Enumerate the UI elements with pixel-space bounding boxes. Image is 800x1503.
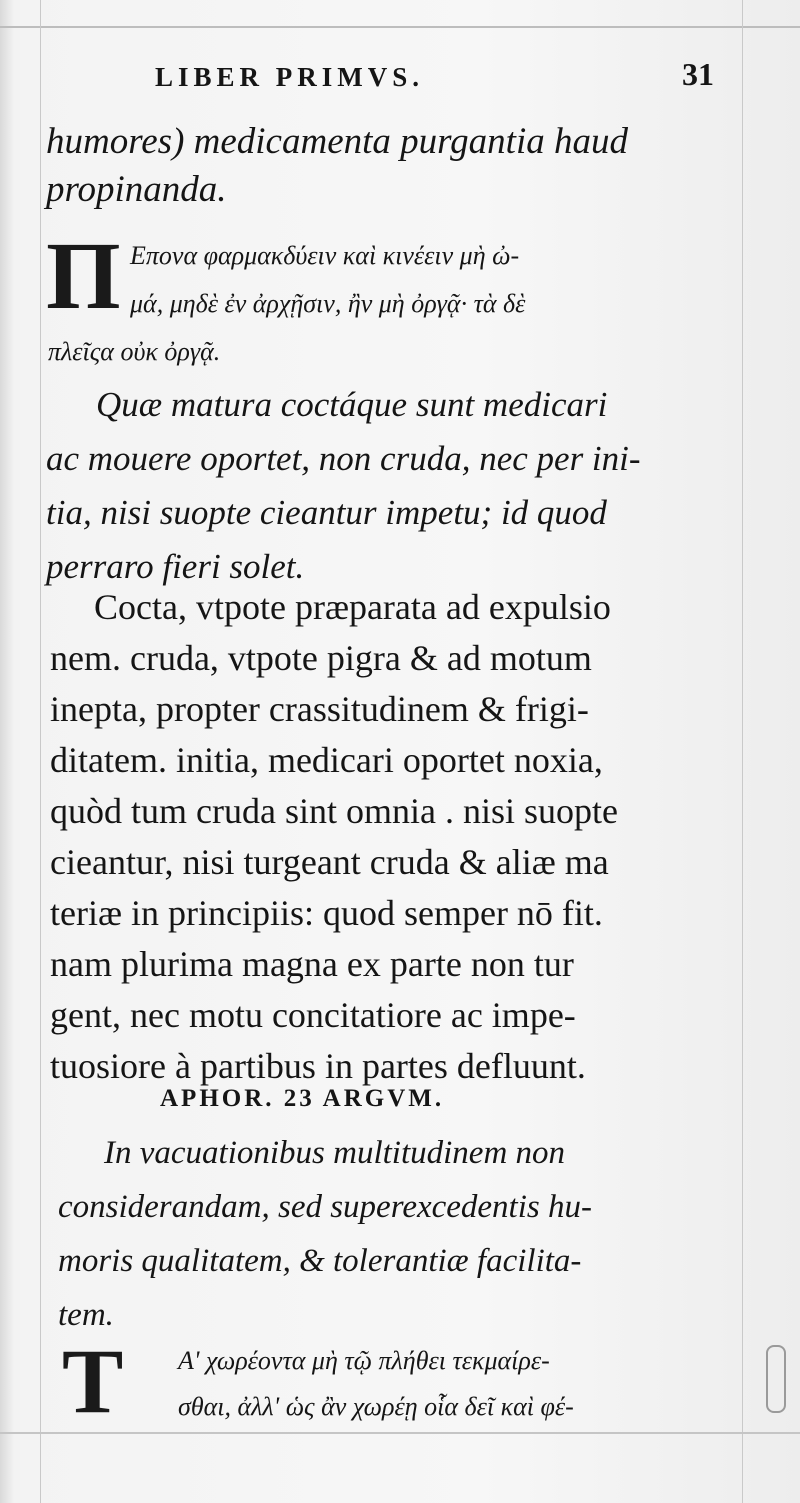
text-line: Quæ matura coctáque sunt medicari (96, 385, 608, 424)
text-line: inepta, propter crassitudinem & frigi- (50, 689, 589, 729)
text-line: teriæ in principiis: quod semper nō fit. (50, 893, 603, 933)
greek-aphorism-2 (178, 1338, 738, 1430)
text-line: moris qualitatem, & tolerantiæ facilita- (58, 1243, 582, 1279)
greek-line: πλεῖςα οὐκ ὀργᾷ. (48, 337, 221, 366)
drop-cap-pi: Π (46, 222, 121, 329)
text-line: tuosiore à partibus in partes defluunt. (50, 1046, 586, 1086)
text-line: propinanda. (46, 169, 227, 210)
argument-block (58, 1126, 748, 1342)
text-line: considerandam, sed superexcedentis hu- (58, 1189, 592, 1225)
bottom-rule (0, 1432, 800, 1434)
text-line: In vacuationibus multitudinem non (104, 1135, 566, 1171)
text-line: tem. (58, 1297, 114, 1333)
top-rule (0, 26, 800, 28)
running-head: LIBER PRIMVS. (155, 62, 425, 92)
text-line: gent, nec motu concitatiore ac impe- (50, 995, 576, 1035)
greek-line: σθαι, ἀλλ' ὡς ἂν χωρέῃ οἷα δεῖ καὶ φέ- (178, 1392, 574, 1421)
aphorism-heading: APHOR. 23 ARGVM. (160, 1085, 445, 1112)
margin-mark (766, 1345, 786, 1413)
text-line: quòd tum cruda sint omnia . nisi suopte (50, 791, 618, 831)
text-line: nem. cruda, vtpote pigra & ad motum (50, 638, 592, 678)
text-line: ditatem. initia, medicari oportet noxia, (50, 740, 603, 780)
drop-cap-tau: T (62, 1330, 124, 1432)
greek-line: Α' χωρέοντα μὴ τῷ πλήθει τεκμαίρε- (178, 1346, 550, 1375)
text-line: tia, nisi suopte cieantur impetu; id quod (46, 493, 607, 532)
greek-aphorism-1-last-line (48, 328, 738, 376)
left-rule (40, 0, 41, 1503)
text-line: Cocta, vtpote præparata ad expulsio (94, 587, 611, 627)
text-line: nam plurima magna ex parte non tur (50, 944, 574, 984)
text-line: ac mouere oportet, non cruda, nec per ini- (46, 439, 641, 478)
latin-aphorism-1 (46, 378, 736, 594)
greek-line: μά, μηδὲ ἐν ἀρχῇσιν, ἢν μὴ ὀργᾷ· τὰ δὲ (130, 289, 526, 318)
greek-aphorism-1 (130, 232, 735, 328)
text-line: perraro fieri solet. (46, 547, 305, 586)
text-line: humores) medicamenta purgantia haud (46, 121, 628, 162)
greek-line: Επονα φαρμακδύειν καὶ κινέειν μὴ ὠ- (130, 241, 520, 270)
page-header (60, 52, 720, 102)
commentary-block (50, 582, 740, 1092)
text-line: cieantur, nisi turgeant cruda & aliæ ma (50, 842, 609, 882)
text-block-1 (46, 118, 736, 214)
page-number: 31 (682, 56, 714, 92)
